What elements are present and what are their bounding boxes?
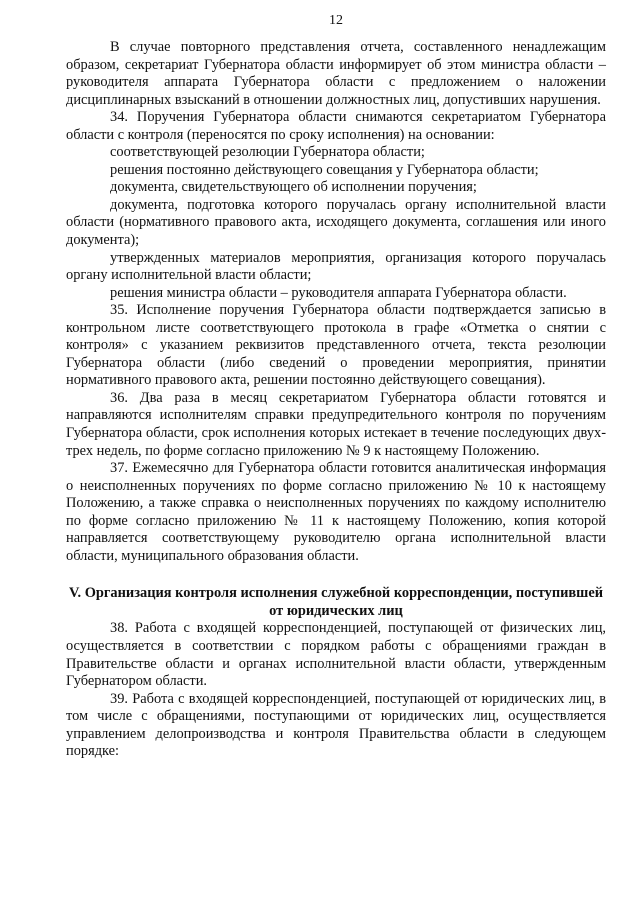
page-number: 12 — [329, 13, 343, 28]
paragraph-36: 36. Два раза в месяц секретариатом Губернатора области готовятся и направляются исполнителям справки предупредительного контроля по поручениям Губернатора области, срок исполнения которых истекает в течение последующих двух-трех недель, по форме согласно приложению № 9 к настоящему Положению. — [66, 389, 606, 459]
list-item-resolution: соответствующей резолюции Губернатора области; — [110, 144, 425, 161]
paragraph-repeat-report: В случае повторного представления отчета, составленного ненадлежащим образом, секретариат Губернатора области информирует об этом министра области – руководителя аппарата Губернатора области с предложением о наложении дисциплинарных взысканий в отношении должностных лиц, допустивших нарушения. — [66, 39, 606, 108]
list-item-meeting-decision: решения постоянно действующего совещания у Губернатора области; — [110, 161, 539, 178]
list-item-event-materials: утвержденных материалов мероприятия, организация которого поручалась органу исполнительной власти области; — [66, 249, 606, 284]
list-item-execution-document: документа, свидетельствующего об исполнении поручения; — [110, 179, 477, 196]
paragraph-39: 39. Работа с входящей корреспонденцией, поступающей от юридических лиц, в том числе с обращениями, поступающими от юридических лиц, осуществляется управлением делопроизводства и контроля Правительства области в следующем порядке: — [66, 690, 606, 760]
paragraph-38: 38. Работа с входящей корреспонденцией, поступающей от физических лиц, осуществляется в соответствии с порядком работы с обращениями граждан в Правительстве области и органах исполнительной власти области, утвержденным Губернатором области. — [66, 620, 606, 690]
list-item-prepared-document: документа, подготовка которого поручалась органу исполнительной власти области (нормативного правового акта, исходящего документа, соглашения или иного документа); — [66, 196, 606, 249]
section-heading: V. Организация контроля исполнения служебной корреспонденции, поступившей от юридических лиц — [68, 585, 604, 619]
paragraph-37: 37. Ежемесячно для Губернатора области готовится аналитическая информация о неисполненных поручениях по форме согласно приложению № 10 к настоящему Положению, а также справка о неисполненных поручениях по каждому исполнителю по форме согласно приложению № 11 к настоящему Положению, копия которой направляется соответствующему руководителю органа исполнительной власти области, муниципального образования области. — [66, 460, 606, 564]
paragraph-34: 34. Поручения Губернатора области снимаются секретариатом Губернатора области с контроля (переносятся по сроку исполнения) на основании: — [66, 109, 606, 143]
paragraph-35: 35. Исполнение поручения Губернатора области подтверждается записью в контрольном листе соответствующего протокола в графе «Отметка о снятии с контроля» с указанием реквизитов представленного отчета, текста резолюции Губернатора области (либо сведений о проведении мероприятия, принятии нормативного правового акта, решении постоянно действующего совещания). — [66, 302, 606, 389]
list-item-minister-decision: решения министра области – руководителя аппарата Губернатора области. — [110, 284, 567, 301]
